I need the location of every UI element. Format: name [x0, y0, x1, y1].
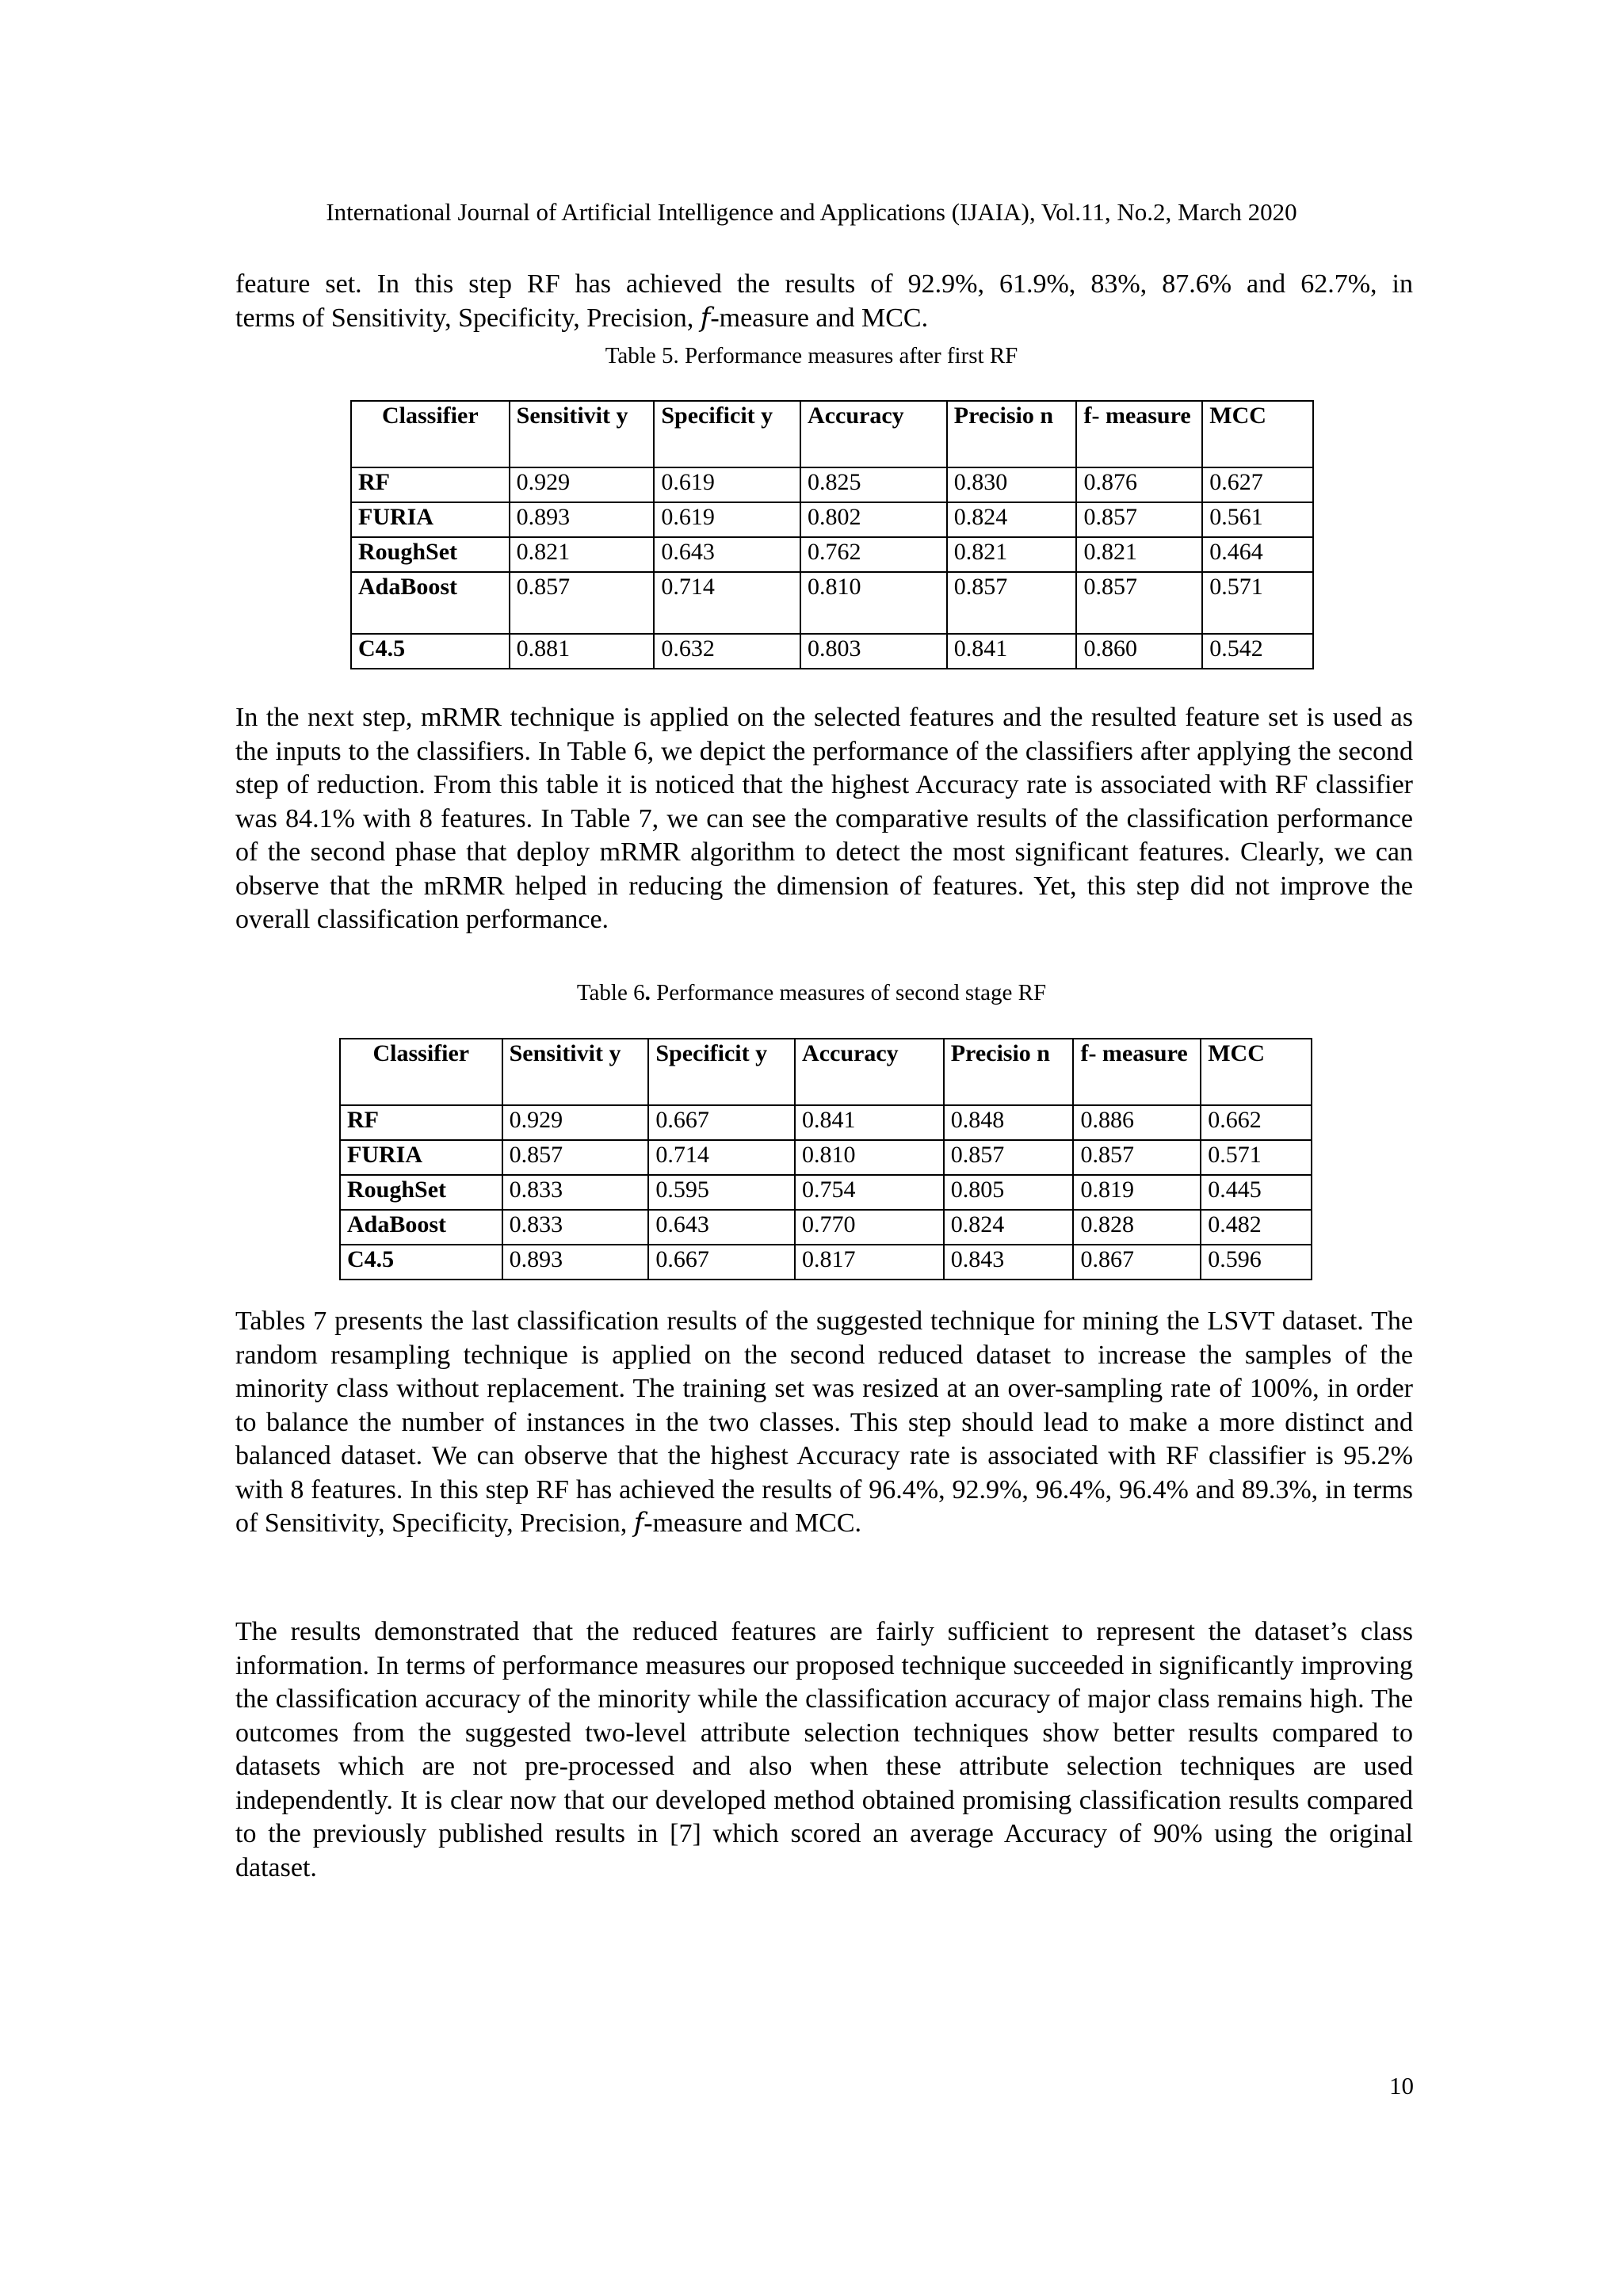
table-cell: 0.627: [1202, 467, 1313, 502]
table-cell: 0.929: [502, 1105, 649, 1140]
table-cell: 0.619: [654, 467, 800, 502]
table-cell: 0.886: [1073, 1105, 1201, 1140]
table-cell: 0.824: [947, 502, 1077, 537]
table-cell: 0.595: [648, 1175, 795, 1210]
table-row: [340, 1245, 1312, 1280]
table-cell: 0.833: [502, 1175, 649, 1210]
header-cell: Specificit y: [648, 1039, 795, 1105]
header-cell: f- measure: [1076, 401, 1202, 467]
header-cell: Sensitivit y: [510, 401, 655, 467]
table-cell: 0.841: [947, 634, 1077, 669]
table-cell: 0.770: [795, 1210, 944, 1245]
table-cell: 0.445: [1201, 1175, 1312, 1210]
header-cell: Accuracy: [795, 1039, 944, 1105]
running-header: International Journal of Artificial Intelligence and Applications (IJAIA), Vol.11, No.2, March 2020: [326, 198, 1297, 226]
paragraph-1: [235, 268, 1413, 335]
table-cell: 0.848: [944, 1105, 1074, 1140]
table-cell: 0.667: [648, 1245, 795, 1280]
table-cell: 0.662: [1201, 1105, 1312, 1140]
table-5-caption: Table 5. Performance measures after first RF: [605, 343, 1018, 368]
table-cell: 0.571: [1201, 1140, 1312, 1175]
table-6: [339, 1038, 1312, 1280]
table-cell: 0.841: [795, 1105, 944, 1140]
table-5: [350, 400, 1314, 669]
table-cell: FURIA: [340, 1140, 502, 1175]
table-row: [340, 1210, 1312, 1245]
table-6-caption-label: Table 6: [576, 980, 645, 1005]
table-cell: 0.714: [654, 572, 800, 634]
table-cell: C4.5: [351, 634, 510, 669]
table-cell: 0.561: [1202, 502, 1313, 537]
table-cell: 0.828: [1073, 1210, 1201, 1245]
table-row: [340, 1105, 1312, 1140]
table-cell: C4.5: [340, 1245, 502, 1280]
table-row: [340, 1175, 1312, 1210]
table-cell: AdaBoost: [340, 1210, 502, 1245]
paragraph-4: The results demonstrated that the reduced features are fairly sufficient to represent the dataset’s class information. In terms of performance measures our proposed technique succeeded in significantly improving the classification accuracy of the minority while the classification accuracy of major class remains high. The outcomes from the suggested two-level attribute selection techniques show better results compared to datasets which are not pre-processed and also when these attribute selection techniques are used independently. It is clear now that our developed method obtained promising classification results compared to the previously published results in [7] which scored an average Accuracy of 90% using the original dataset.: [235, 1617, 1413, 1882]
table-row: [351, 467, 1313, 502]
table-cell: 0.596: [1201, 1245, 1312, 1280]
table-cell: 0.805: [944, 1175, 1074, 1210]
header-cell: Classifier: [351, 401, 510, 467]
header-cell: Sensitivit y: [502, 1039, 649, 1105]
table-6-caption-text: Performance measures of second stage RF: [650, 980, 1047, 1005]
table-cell: 0.857: [510, 572, 655, 634]
table-cell: 0.619: [654, 502, 800, 537]
table-cell: 0.821: [510, 537, 655, 572]
table-cell: 0.893: [502, 1245, 649, 1280]
table-cell: 0.843: [944, 1245, 1074, 1280]
table-cell: 0.762: [800, 537, 947, 572]
header-cell: MCC: [1201, 1039, 1312, 1105]
table-row: [351, 502, 1313, 537]
header-cell: Accuracy: [800, 401, 947, 467]
header-cell: MCC: [1202, 401, 1313, 467]
table-cell: 0.867: [1073, 1245, 1201, 1280]
header-cell: Specificit y: [654, 401, 800, 467]
table-cell: 0.667: [648, 1105, 795, 1140]
paragraph-2: In the next step, mRMR technique is applied on the selected features and the resulted feature set is used as the inputs to the classifiers. In Table 6, we depict the performance of the classifiers after applying the second step of reduction. From this table it is noticed that the highest Accuracy rate is associated with RF classifier was 84.1% with 8 features. In Table 7, we can see the comparative results of the classification performance of the second phase that deploy mRMR algorithm to detect the most significant features. Clearly, we can observe that the mRMR helped in reducing the dimension of features. Yet, this step did not improve the overall classification performance.: [235, 703, 1413, 934]
table-6-caption-dot: .: [644, 980, 651, 1005]
table-cell: 0.643: [654, 537, 800, 572]
table-cell: 0.714: [648, 1140, 795, 1175]
header-cell: Precisio n: [944, 1039, 1074, 1105]
paragraph-1-line-2: terms of Sensitivity, Specificity, Precision, 𝑓-measure and MCC.: [235, 303, 929, 333]
table-cell: 0.817: [795, 1245, 944, 1280]
table-cell: 0.754: [795, 1175, 944, 1210]
paragraph-3: Tables 7 presents the last classification results of the suggested technique for mining the LSVT dataset. The random resampling technique is applied on the second reduced dataset to increase the samples of the minority class without replacement. The training set was resized at an over-sampling rate of 100%, in order to balance the number of instances in the two classes. This step should lead to make a more distinct and balanced dataset. We can observe that the highest Accuracy rate is associated with RF classifier is 95.2% with 8 features. In this step RF has achieved the results of 96.4%, 92.9%, 96.4%, 96.4% and 89.3%, in terms of Sensitivity, Specificity, Precision, 𝑓-measure and MCC.: [235, 1306, 1413, 1538]
table-cell: 0.857: [1076, 572, 1202, 634]
table-cell: 0.464: [1202, 537, 1313, 572]
table-row: [351, 572, 1313, 634]
page-number: 10: [1389, 2072, 1414, 2100]
table-cell: 0.929: [510, 467, 655, 502]
table-cell: RF: [351, 467, 510, 502]
table-6-header-row: [340, 1039, 1312, 1105]
table-cell: 0.821: [1076, 537, 1202, 572]
table-cell: 0.876: [1076, 467, 1202, 502]
table-6-caption: [0, 979, 1623, 1006]
table-cell: 0.860: [1076, 634, 1202, 669]
table-cell: 0.833: [502, 1210, 649, 1245]
table-row: [340, 1140, 1312, 1175]
header-cell: Classifier: [340, 1039, 502, 1105]
table-cell: 0.821: [947, 537, 1077, 572]
table-cell: 0.825: [800, 467, 947, 502]
table-cell: RoughSet: [351, 537, 510, 572]
table-5-header-row: [351, 401, 1313, 467]
table-cell: 0.803: [800, 634, 947, 669]
table-cell: RF: [340, 1105, 502, 1140]
table-cell: 0.643: [648, 1210, 795, 1245]
table-row: [351, 634, 1313, 669]
table-cell: RoughSet: [340, 1175, 502, 1210]
table-cell: 0.824: [944, 1210, 1074, 1245]
table-cell: 0.482: [1201, 1210, 1312, 1245]
table-cell: 0.893: [510, 502, 655, 537]
header-cell: Precisio n: [947, 401, 1077, 467]
table-cell: FURIA: [351, 502, 510, 537]
table-row: [351, 537, 1313, 572]
paragraph-1-line-1: feature set. In this step RF has achieved the results of 92.9%, 61.9%, 83%, 87.6% and 62.7%, in: [235, 269, 1413, 299]
table-cell: 0.542: [1202, 634, 1313, 669]
table-cell: AdaBoost: [351, 572, 510, 634]
table-cell: 0.857: [502, 1140, 649, 1175]
table-cell: 0.810: [800, 572, 947, 634]
table-cell: 0.857: [1073, 1140, 1201, 1175]
table-cell: 0.632: [654, 634, 800, 669]
table-cell: 0.881: [510, 634, 655, 669]
table-cell: 0.810: [795, 1140, 944, 1175]
table-cell: 0.830: [947, 467, 1077, 502]
table-cell: 0.571: [1202, 572, 1313, 634]
table-cell: 0.857: [944, 1140, 1074, 1175]
table-cell: 0.819: [1073, 1175, 1201, 1210]
table-cell: 0.857: [947, 572, 1077, 634]
table-cell: 0.802: [800, 502, 947, 537]
header-cell: f- measure: [1073, 1039, 1201, 1105]
table-cell: 0.857: [1076, 502, 1202, 537]
